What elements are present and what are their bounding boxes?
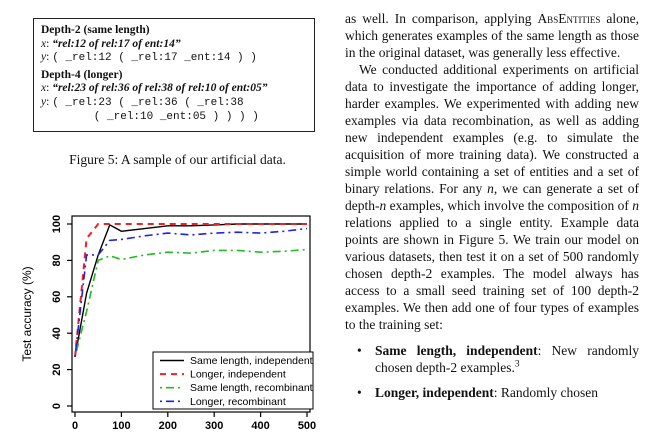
- figure-chart: [20, 204, 322, 438]
- figure-box-line: y: ( _rel:23 ( _rel:36 ( _rel:38: [41, 95, 244, 109]
- bullet-text: Longer, independent: Randomly chosen: [375, 385, 599, 400]
- accuracy-line-chart: [20, 204, 322, 438]
- y-axis: [51, 215, 72, 409]
- svg-text:100: 100: [51, 214, 63, 234]
- figure-caption: Figure 5: A sample of our artificial data.: [69, 152, 286, 167]
- figure-box-line: x: “rel:12 of rel:17 of ent:14”: [41, 37, 181, 50]
- series-lines: [75, 224, 307, 357]
- bullet-marker: •: [357, 385, 362, 400]
- svg-text:0: 0: [71, 420, 79, 432]
- svg-text:0: 0: [51, 402, 63, 410]
- paragraph: as well. In comparison, applying AbsEntities alone, which generates examples of the same length as those in the original dataset, was generally less effective.: [345, 11, 639, 60]
- svg-text:Same length, recombinant: Same length, recombinant: [190, 382, 313, 395]
- figure-box-line: ( _rel:10 _ent:05 ) ) ) ): [41, 111, 259, 123]
- series-line-1: [75, 224, 307, 357]
- series-line-0: [75, 224, 307, 357]
- bullet-item: [345, 384, 639, 401]
- paragraph: We conducted additional experiments on artificial data to investigate the importance of adding longer, harder examples. We experimented with adding new examples via data recombination, as well as adding new independent examples (e.g. to simulate the acquisition of more training data). We constructed a simple world containing a set of entities and a set of binary relations. For any n, we can generate a set of depth-n examples, which involve the composition of n relations applied to a single entity. Example data points are shown in Figure 5. We train our model on various datasets, then test it on a set of 500 randomly chosen depth-2 examples. The model always has access to a small seed training set of 100 depth-2 examples. We then add one of four types of examples to the training set:: [345, 62, 639, 332]
- bullet-item: [345, 342, 639, 376]
- y-axis-label: Test accuracy (%): [20, 266, 34, 362]
- bullet-list: [345, 342, 639, 401]
- svg-text:Same length, independent: Same length, independent: [190, 355, 313, 367]
- svg-text:200: 200: [158, 420, 177, 432]
- svg-text:300: 300: [205, 420, 224, 432]
- figure-box-line: Depth-2 (same length): [41, 24, 150, 36]
- svg-text:60: 60: [51, 290, 63, 303]
- bullet-marker: •: [357, 343, 362, 358]
- bullet-text: Same length, independent: New randomly chosen depth-2 examples.$^3$: [375, 343, 639, 375]
- svg-text:500: 500: [297, 420, 317, 432]
- legend: [153, 352, 313, 409]
- series-line-2: [75, 249, 307, 356]
- figure-box-line: Depth-4 (longer): [41, 68, 123, 81]
- svg-text:80: 80: [51, 254, 63, 267]
- svg-text:100: 100: [112, 420, 131, 432]
- figure-box: [33, 18, 315, 132]
- svg-text:Longer, independent: Longer, independent: [190, 368, 286, 381]
- svg-text:40: 40: [51, 327, 63, 340]
- series-line-3: [75, 229, 307, 357]
- svg-text:20: 20: [51, 363, 63, 376]
- figure-box-line: y: ( _rel:12 ( _rel:17 _ent:14 ) ): [41, 51, 257, 64]
- figure-box-line: x: “rel:23 of rel:36 of rel:38 of rel:10 of ent:05”: [41, 82, 268, 94]
- svg-text:Longer, recombinant: Longer, recombinant: [190, 395, 286, 408]
- body-text-column: [345, 10, 639, 401]
- x-axis: [72, 412, 316, 432]
- svg-text:400: 400: [251, 420, 270, 432]
